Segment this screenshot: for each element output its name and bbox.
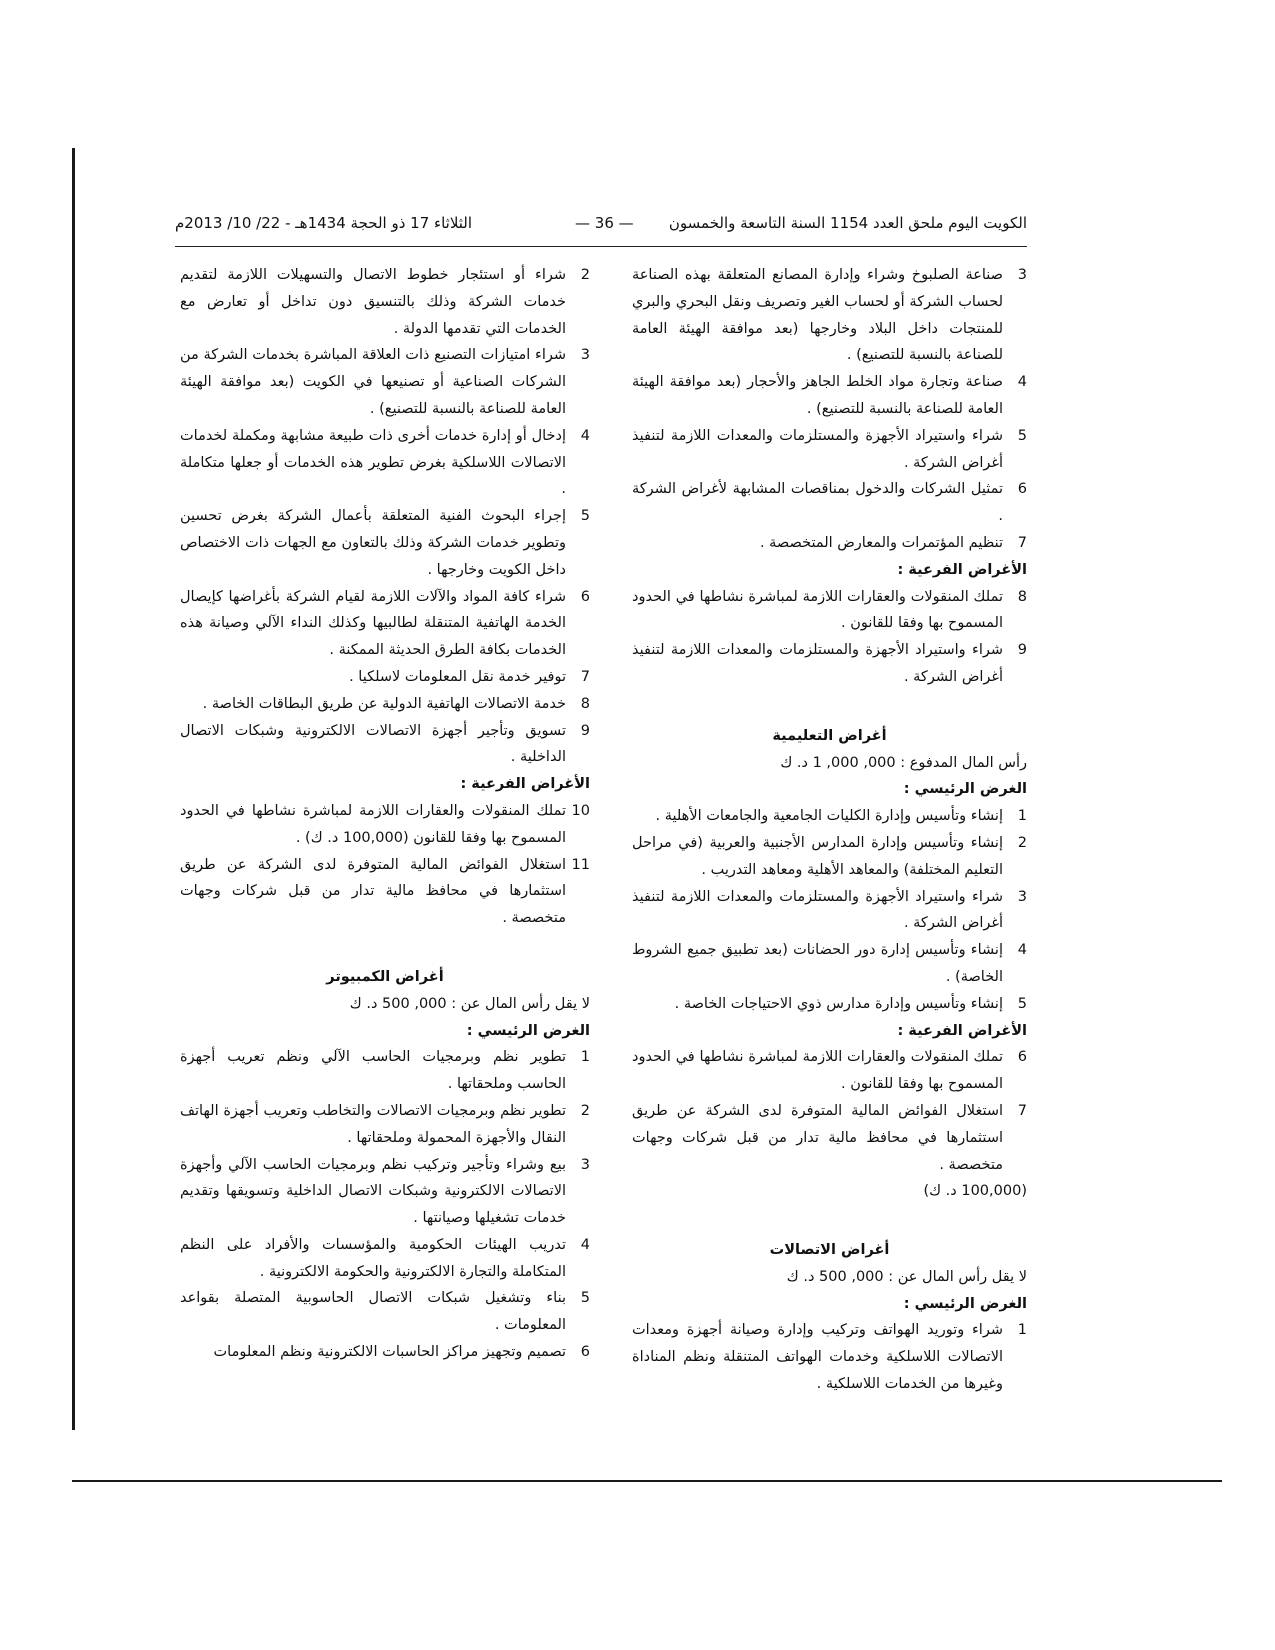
header-page-number: — 36 — bbox=[575, 214, 634, 232]
capital-line: رأس المال المدفوع : 000, 000, 1 د. ك bbox=[780, 754, 1027, 771]
capital-line: لا يقل رأس المال عن : 000, 500 د. ك bbox=[349, 995, 590, 1012]
list-item bbox=[180, 798, 590, 852]
subheading: الغرض الرئيسي : bbox=[903, 1295, 1027, 1312]
header-rule bbox=[175, 246, 1027, 247]
item-text: تنظيم المؤتمرات والمعارض المتخصصة . bbox=[759, 534, 1003, 551]
list-item bbox=[632, 584, 1027, 638]
item-text: شراء أو استئجار خطوط الاتصال والتسهيلات اللازمة لتقديم خدمات الشركة وذلك بالتنسيق دون تداخل أو تعارض مع الخدمات التي تقدمها الدولة . bbox=[180, 267, 566, 337]
item-number: 7 bbox=[1017, 1102, 1027, 1119]
item-number: 9 bbox=[1017, 642, 1027, 659]
item-text: بناء وتشغيل شبكات الاتصال الحاسوبية المتصلة بقواعد المعلومات . bbox=[180, 1290, 566, 1334]
item-text: بيع وشراء وتأجير وتركيب نظم وبرمجيات الحاسب الآلي وأجهزة الاتصالات الالكترونية وشبكات الاتصال الداخلية وتسويقها وتقديم خدمات تشغيلها وصيانتها . bbox=[180, 1156, 566, 1227]
list-item bbox=[180, 423, 590, 503]
subheading: الأغراض الفرعية : bbox=[460, 776, 590, 793]
item-number: 6 bbox=[580, 1344, 590, 1361]
amount-line: (100,000 د. ك) bbox=[923, 1183, 1027, 1200]
item-number: 3 bbox=[580, 1156, 590, 1173]
list-item bbox=[180, 852, 590, 932]
item-text: تملك المنقولات والعقارات اللازمة لمباشرة نشاطها في الحدود المسموح بها وفقا للقانون . bbox=[632, 588, 1003, 632]
item-text: تملك المنقولات والعقارات اللازمة لمباشرة نشاطها في الحدود المسموح بها وفقا للقانون . bbox=[632, 1049, 1003, 1093]
item-number: 6 bbox=[1017, 1049, 1027, 1066]
item-number: 4 bbox=[1017, 374, 1027, 391]
item-text: إنشاء وتأسيس إدارة دور الحضانات (بعد تطبيق جميع الشروط الخاصة) . bbox=[632, 942, 1003, 985]
list-item bbox=[632, 637, 1027, 691]
list-item bbox=[632, 884, 1027, 938]
item-number: 3 bbox=[580, 347, 590, 364]
subheading: الأغراض الفرعية : bbox=[897, 1022, 1027, 1039]
list-item bbox=[180, 1339, 590, 1366]
item-number: 8 bbox=[580, 695, 590, 712]
item-number: 3 bbox=[1017, 267, 1027, 283]
list-item bbox=[632, 476, 1027, 530]
item-text: صناعة وتجارة مواد الخلط الجاهز والأحجار (بعد موافقة الهيئة العامة للصناعة بالنسبة للتصنيع) . bbox=[632, 374, 1003, 417]
item-text: استغلال الفوائض المالية المتوفرة لدى الشركة عن طريق استثمارها في محافظ مالية تدار من قبل شركات وجهات متخصصة . bbox=[180, 856, 566, 927]
list-item bbox=[632, 1044, 1027, 1098]
item-text: إجراء البحوث الفنية المتعلقة بأعمال الشركة بغرض تحسين وتطوير خدمات الشركة وذلك بالتعاون مع الجهات ذات الاختصاص داخل الكويت وخارجها . bbox=[180, 508, 566, 578]
list-item bbox=[632, 803, 1027, 830]
item-number: 10 bbox=[571, 802, 590, 819]
page-border-bottom bbox=[72, 1480, 1222, 1482]
item-text: صناعة الصلبوخ وشراء وإدارة المصانع المتعلقة بهذه الصناعة لحساب الشركة أو لحساب الغير وتصريف ونقل البحري والبري للمنتجات داخل البلاد وخارجها (بعد موافقة الهيئة العامة للصناعة بالنسبة للتصنيع) . bbox=[632, 267, 1003, 364]
list-item bbox=[632, 1098, 1027, 1178]
item-text: خدمة الاتصالات الهاتفية الدولية عن طريق البطاقات الخاصة . bbox=[202, 695, 566, 712]
list-item bbox=[632, 991, 1027, 1018]
item-text: استغلال الفوائض المالية المتوفرة لدى الشركة عن طريق استثمارها في محافظ مالية تدار من قبل شركات وجهات متخصصة . bbox=[632, 1102, 1003, 1173]
item-text: إنشاء وتأسيس وإدارة الكليات الجامعية والجامعات الأهلية . bbox=[655, 808, 1003, 825]
item-text: تملك المنقولات والعقارات اللازمة لمباشرة نشاطها في الحدود المسموح بها وفقا للقانون (100,000 د. ك) . bbox=[180, 802, 566, 846]
list-item bbox=[632, 423, 1027, 477]
section-title-education: أغراض التعليمية bbox=[772, 727, 887, 744]
item-text: شراء واستيراد الأجهزة والمستلزمات والمعدات اللازمة لتنفيذ أغراض الشركة . bbox=[632, 642, 1003, 685]
capital-line: لا يقل رأس المال عن : 000, 500 د. ك bbox=[786, 1268, 1027, 1285]
item-text: تدريب الهيئات الحكومية والمؤسسات والأفراد على النظم المتكاملة والتجارة الالكترونية والحكومة الالكترونية . bbox=[180, 1236, 566, 1280]
item-number: 5 bbox=[580, 508, 590, 525]
item-number: 7 bbox=[580, 668, 590, 685]
item-number: 1 bbox=[1017, 1322, 1027, 1339]
item-text: تصميم وتجهيز مراكز الحاسبات الالكترونية ونظم المعلومات bbox=[213, 1344, 566, 1361]
item-text: تطوير نظم وبرمجيات الحاسب الآلي ونظم تعريب أجهزة الحاسب وملحقاتها . bbox=[180, 1049, 566, 1093]
right-column bbox=[632, 262, 1027, 1398]
item-text: إدخال أو إدارة خدمات أخرى ذات طبيعة مشابهة ومكملة لخدمات الاتصالات اللاسلكية بغرض تطوير هذه الخدمات أو جعلها متكاملة . bbox=[180, 427, 566, 498]
left-column bbox=[180, 262, 590, 1366]
section-title-telecom: أغراض الاتصالات bbox=[769, 1242, 890, 1259]
list-item bbox=[632, 369, 1027, 423]
list-item bbox=[180, 691, 590, 718]
item-number: 4 bbox=[580, 1236, 590, 1253]
list-item bbox=[180, 262, 590, 342]
item-number: 11 bbox=[571, 856, 590, 873]
item-number: 6 bbox=[580, 588, 590, 605]
item-number: 2 bbox=[1017, 834, 1027, 851]
item-number: 6 bbox=[1017, 481, 1027, 498]
item-text: إنشاء وتأسيس وإدارة مدارس ذوي الاحتياجات الخاصة . bbox=[674, 995, 1003, 1012]
list-item bbox=[180, 342, 590, 422]
page-border-left bbox=[72, 148, 75, 1430]
list-item bbox=[632, 830, 1027, 884]
item-number: 5 bbox=[580, 1290, 590, 1307]
item-number: 5 bbox=[1017, 995, 1027, 1012]
list-item bbox=[632, 262, 1027, 369]
header-date: الثلاثاء 17 ذو الحجة 1434هـ - 22/ 10/ 2013م bbox=[175, 214, 473, 232]
section-title-computer: أغراض الكمبيوتر bbox=[326, 968, 444, 985]
item-text: تمثيل الشركات والدخول بمناقصات المشابهة لأغراض الشركة . bbox=[632, 481, 1003, 525]
item-number: 2 bbox=[580, 1102, 590, 1119]
list-item bbox=[632, 937, 1027, 991]
item-text: شراء امتيازات التصنيع ذات العلاقة المباشرة بخدمات الشركة من الشركات الصناعية أو تصنيعها في الكويت (بعد موافقة الهيئة العامة للصناعة بالنسبة للتصنيع) . bbox=[180, 347, 566, 417]
list-item bbox=[180, 664, 590, 691]
list-item bbox=[180, 503, 590, 583]
item-text: تطوير نظم وبرمجيات الاتصالات والتخاطب وتعريب أجهزة الهاتف النقال والأجهزة المحمولة وملحقاتها . bbox=[180, 1102, 566, 1146]
subheading: الغرض الرئيسي : bbox=[466, 1022, 590, 1039]
item-text: توفير خدمة نقل المعلومات لاسلكيا . bbox=[349, 668, 566, 685]
item-number: 8 bbox=[1017, 588, 1027, 605]
item-number: 3 bbox=[1017, 888, 1027, 905]
header-publication: الكويت اليوم ملحق العدد 1154 السنة التاسعة والخمسون bbox=[668, 214, 1027, 232]
list-item bbox=[180, 1152, 590, 1232]
item-number: 4 bbox=[580, 427, 590, 444]
list-item bbox=[632, 530, 1027, 557]
list-item bbox=[180, 1285, 590, 1339]
page-header bbox=[175, 214, 1027, 240]
item-number: 4 bbox=[1017, 942, 1027, 959]
item-text: شراء كافة المواد والآلات اللازمة لقيام الشركة بأغراضها كإيصال الخدمة الهاتفية المتنقلة لطالبيها وكذلك النداء الآلي وصيانة هذه الخدمات بكافة الطرق الحديثة الممكنة . bbox=[180, 588, 566, 659]
item-number: 2 bbox=[580, 267, 590, 283]
item-text: تسويق وتأجير أجهزة الاتصالات الالكترونية وشبكات الاتصال الداخلية . bbox=[180, 722, 566, 766]
item-number: 7 bbox=[1017, 534, 1027, 551]
item-number: 9 bbox=[580, 722, 590, 739]
item-text: إنشاء وتأسيس وإدارة المدارس الأجنبية والعربية (في مراحل التعليم المختلفة) والمعاهد الأهلية ومعاهد التدريب . bbox=[632, 834, 1003, 878]
list-item bbox=[180, 1232, 590, 1286]
item-text: شراء واستيراد الأجهزة والمستلزمات والمعدات اللازمة لتنفيذ أغراض الشركة . bbox=[632, 888, 1003, 932]
item-number: 1 bbox=[580, 1049, 590, 1066]
subheading: الغرض الرئيسي : bbox=[903, 781, 1027, 798]
list-item bbox=[180, 584, 590, 664]
list-item bbox=[180, 718, 590, 772]
list-item bbox=[632, 1317, 1027, 1397]
item-number: 1 bbox=[1017, 808, 1027, 825]
item-text: شراء واستيراد الأجهزة والمستلزمات والمعدات اللازمة لتنفيذ أغراض الشركة . bbox=[632, 427, 1003, 471]
list-item bbox=[180, 1044, 590, 1098]
item-number: 5 bbox=[1017, 427, 1027, 444]
subheading: الأغراض الفرعية : bbox=[897, 561, 1027, 578]
list-item bbox=[180, 1098, 590, 1152]
item-text: شراء وتوريد الهواتف وتركيب وإدارة وصيانة أجهزة ومعدات الاتصالات اللاسلكية وخدمات الهواتف المتنقلة ونظم المناداة وغيرها من الخدمات اللاسلكية . bbox=[632, 1322, 1003, 1393]
